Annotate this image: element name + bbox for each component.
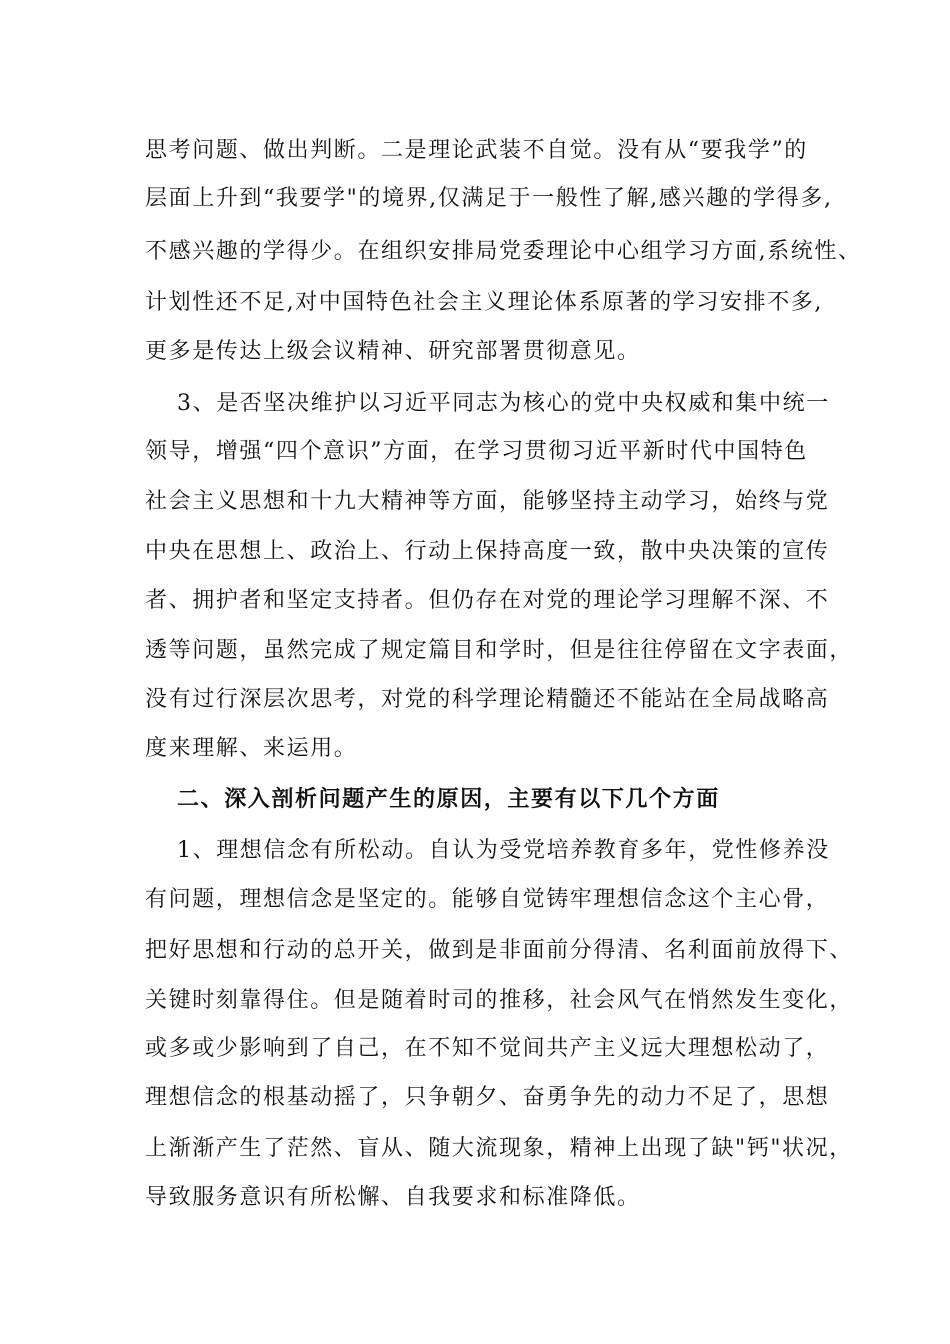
paragraph-2-line-7: 没有过行深层次思考，对党的科学理论精髓还不能站在全局战略高 (145, 687, 830, 712)
paragraph-2-line-8: 度来理解、来运用。 (145, 736, 358, 761)
paragraph-3-line-1: 1、理想信念有所松动。自认为受党培养教育多年，党性修养没 (177, 838, 830, 863)
paragraph-3-line-4: 关键时刻靠得住。但是随着时司的推移，社会风气在悄然发生变化， (145, 988, 854, 1013)
paragraph-2-line-6: 透等问题，虽然完成了规定篇目和学时，但是往往停留在文字表面， (145, 638, 854, 663)
paragraph-1-line-5: 更多是传达上级会议精神、研究部署贯彻意见。 (145, 339, 641, 364)
paragraph-2-line-1: 3、是否坚决维护以习近平同志为核心的党中央权威和集中统一 (177, 391, 830, 416)
paragraph-1-line-3: 不感兴趣的学得少。在组织安排局党委理论中心组学习方面,系统性、 (145, 239, 862, 264)
paragraph-3-line-5: 或多或少影响到了自己，在不知不觉间共产主义远大理想松动了， (145, 1036, 830, 1061)
paragraph-2-line-5: 者、拥护者和坚定支持者。但仍存在对党的理论学习理解不深、不 (145, 588, 830, 613)
section-heading: 二、深入剖析问题产生的原因，主要有以下几个方面 (177, 787, 720, 812)
paragraph-1-line-1: 思考问题、做出判断。二是理论武装不自觉。没有从“要我学”的 (145, 138, 808, 163)
paragraph-3-line-7: 上渐渐产生了茫然、盲从、随大流现象，精神上出现了缺"钙"状况， (145, 1136, 853, 1161)
paragraph-2-line-4: 中央在思想上、政治上、行动上保持高度一致，散中央决策的宣传 (145, 539, 830, 564)
paragraph-2-line-2: 领导，增强“四个意识”方面，在学习贯彻习近平新时代中国特色 (145, 439, 808, 464)
paragraph-1-line-4: 计划性还不足,对中国特色社会主义理论体系原著的学习安排不多, (145, 290, 823, 315)
paragraph-3-line-8: 导致服务意识有所松懈、自我要求和标准降低。 (145, 1185, 641, 1210)
paragraph-3-line-6: 理想信念的根基动摇了，只争朝夕、奋勇争先的动力不足了，思想 (145, 1085, 830, 1110)
paragraph-3-line-3: 把好思想和行动的总开关，做到是非面前分得清、名利面前放得下、 (145, 938, 854, 963)
paragraph-3-line-2: 有问题，理想信念是坚定的。能够自觉铸牢理想信念这个主心骨， (145, 887, 830, 912)
paragraph-1-line-2: 层面上升到“我要学"的境界,仅满足于一般性了解,感兴趣的学得多, (145, 186, 833, 211)
paragraph-2-line-3: 社会主义思想和十九大精神等方面，能够坚持主动学习，始终与党 (145, 489, 830, 514)
